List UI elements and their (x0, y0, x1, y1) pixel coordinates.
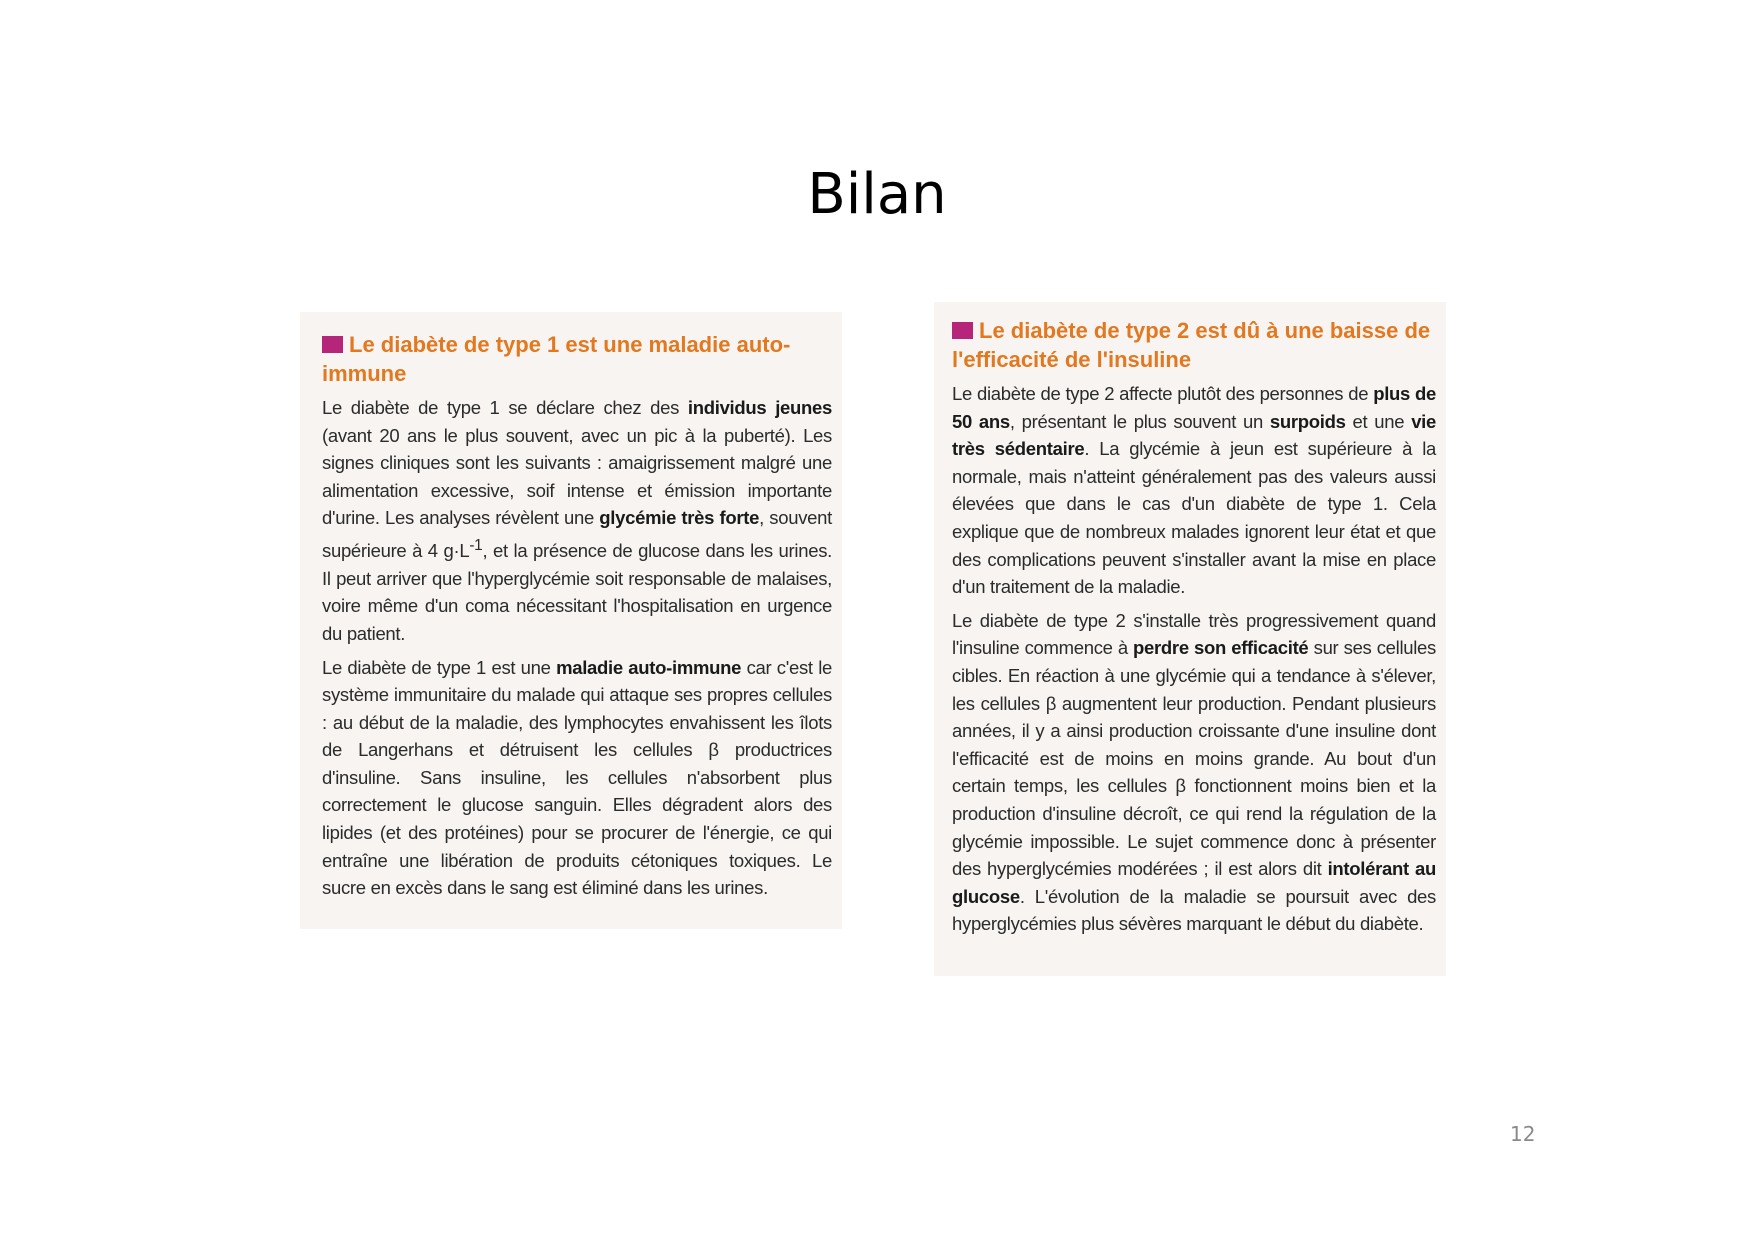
bold-run: vie très sédentaire (952, 410, 1437, 460)
page-number: 12 (1510, 1122, 1536, 1146)
text-run: et une (1345, 410, 1412, 432)
bold-run: intolérant au glucose (952, 858, 1436, 907)
type1-paragraph-1 (322, 394, 832, 648)
type2-paragraph-1 (952, 380, 1436, 601)
square-bullet-icon (322, 336, 343, 353)
type2-heading (952, 316, 1436, 374)
type1-paragraph-2 (322, 654, 832, 902)
text-run: , et la présence de glucose dans les urines. Il peut arriver que l'hyperglycémie soit responsable de malaises, voire même d'un coma nécessitant l'hospitalisation en urgence du patient. (322, 540, 832, 644)
type1-excerpt (300, 312, 842, 929)
bold-run: individus jeunes (687, 397, 833, 418)
text-run: . L'évolution de la maladie se poursuit avec des hyperglycémies plus sévères marquant le début du diabète. (952, 885, 1436, 935)
square-bullet-icon (952, 322, 973, 339)
superscript-run: -1 (469, 536, 483, 554)
text-run: . La glycémie à jeun est supérieure à la normale, mais n'atteint généralement pas des valeurs aussi élevées que dans le cas d'un diabète de type 1. Cela explique que de nombreux malades ignorent leur état et que des complications peuvent s'installer avant la mise en place d'un traitement de la maladie. (952, 438, 1436, 598)
text-run: Le diabète de type 1 est une (322, 656, 557, 678)
text-run: car c'est le système immunitaire du malade qui attaque ses propres cellules : au début de la maladie, des lymphocytes envahissent les îlots de Langerhans et détruisent les cellules β productrices d'insuline. Sans insuline, les cellules n'absorbent plus correctement le glucose sanguin. Elles dégradent alors des lipides (et des protéines) pour se procurer de l'énergie, ce qui entraîne une libération de produits cétoniques toxiques. Le sucre en excès dans le sang est éliminé dans les urines. (322, 656, 832, 899)
text-run: Le diabète de type 1 se déclare chez des (322, 397, 688, 418)
bold-run: plus de 50 ans (952, 383, 1436, 432)
type2-excerpt (934, 302, 1446, 976)
slide-title: Bilan (807, 162, 947, 227)
type1-heading-text: Le diabète de type 1 est une maladie auto-immune (322, 332, 791, 386)
type2-heading-text: Le diabète de type 2 est dû à une baisse de l'efficacité de l'insuline (952, 318, 1431, 372)
text-run: , souvent supérieure à 4 g·L (322, 507, 832, 562)
type2-paragraph-2 (952, 607, 1436, 938)
bold-run: glycémie très forte (599, 507, 760, 529)
text-run: sur ses cellules cibles. En réaction à une glycémie qui a tendance à s'élever, les cellules β augmentent leur production. Pendant plusieurs années, il y a ainsi production croissante d'une insuline dont l'efficacité est de moins en moins grande. Au bout d'un certain temps, les cellules β fonctionnent moins bien et la production d'insuline décroît, ce qui rend la régulation de la glycémie impossible. Le sujet commence donc à présenter des hyperglycémies modérées ; il est alors dit (952, 637, 1436, 880)
type1-heading (322, 330, 832, 388)
bold-run: surpoids (1269, 410, 1346, 432)
bold-run: maladie auto-immune (556, 656, 742, 678)
bold-run: perdre son efficacité (1133, 637, 1309, 659)
text-run: Le diabète de type 2 s'installe très progressivement quand l'insuline commence à (952, 609, 1436, 659)
text-run: , présentant le plus souvent un (1009, 410, 1270, 432)
text-run: (avant 20 ans le plus souvent, avec un pic à la puberté). Les signes cliniques sont les suivants : amaigrissement malgré une alimentation excessive, soif intense et émission importante d'urine. Les analyses révèlent une (322, 424, 832, 529)
text-run: Le diabète de type 2 affecte plutôt des personnes de (952, 383, 1374, 404)
